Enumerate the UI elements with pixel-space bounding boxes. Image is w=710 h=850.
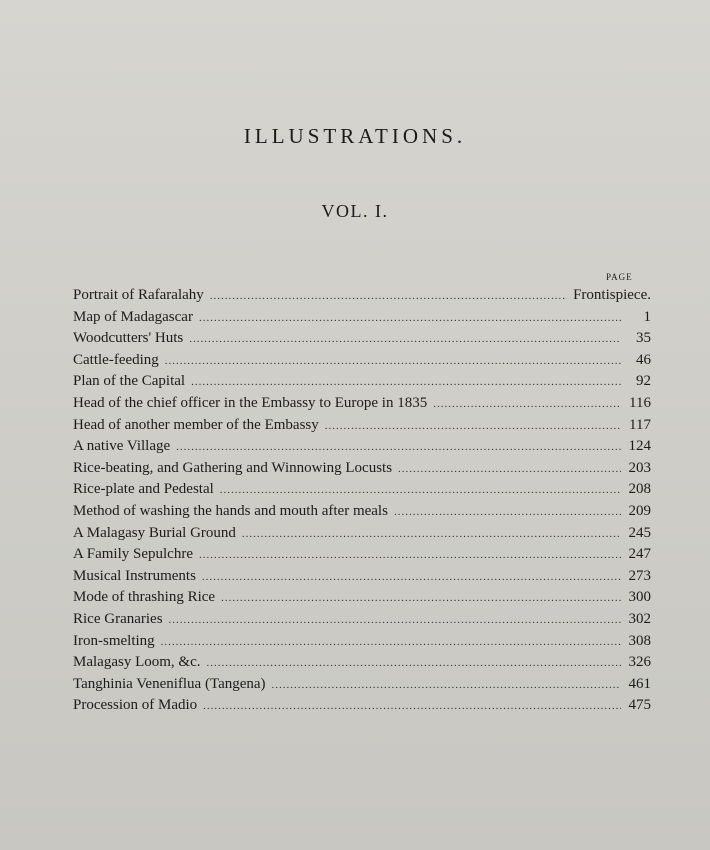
- list-item: [73, 611, 651, 633]
- list-item: [73, 654, 651, 676]
- leader-dots: [272, 679, 621, 691]
- entry-page: 245: [628, 524, 651, 541]
- list-item: [73, 633, 651, 655]
- leader-dots: [169, 614, 621, 626]
- entry-title: A Malagasy Burial Ground: [73, 524, 236, 541]
- entry-title: Procession of Madio: [73, 697, 198, 714]
- leader-dots: [242, 528, 621, 540]
- entry-title: Cattle-feeding: [73, 351, 159, 368]
- leader-dots: [325, 420, 621, 432]
- entry-page: 308: [628, 632, 651, 649]
- volume-heading: VOL. I.: [321, 201, 389, 221]
- list-item: [73, 525, 651, 547]
- leader-dots: [220, 484, 621, 496]
- entry-page: 46: [636, 351, 651, 368]
- leader-dots: [189, 333, 621, 345]
- entry-title: Malagasy Loom, &c.: [73, 654, 201, 671]
- entry-title: Mode of thrashing Rice: [73, 589, 216, 606]
- entry-title: A Family Sepulchre: [73, 546, 193, 563]
- entry-page: 124: [628, 438, 651, 455]
- entry-title: Method of washing the hands and mouth after meals: [73, 502, 388, 519]
- entry-page: 300: [628, 589, 651, 606]
- list-item: [73, 589, 651, 611]
- entry-page: 209: [628, 502, 651, 519]
- leader-dots: [176, 441, 621, 453]
- list-item: [73, 330, 651, 352]
- entry-title: Head of another member of the Embassy: [73, 416, 319, 433]
- entry-title: Musical Instruments: [73, 567, 196, 584]
- entry-page: Frontispiece.: [573, 287, 651, 303]
- entry-title: Iron-smelting: [73, 632, 155, 649]
- entry-title: Rice-beating, and Gathering and Winnowing Locusts: [73, 459, 393, 476]
- leader-dots: [206, 657, 621, 669]
- entry-page: 116: [629, 394, 651, 411]
- list-item: [73, 373, 651, 395]
- entry-title: Plan of the Capital: [73, 373, 186, 390]
- entry-page: 302: [628, 610, 651, 627]
- leader-dots: [433, 398, 621, 410]
- entry-title: Rice Granaries: [73, 610, 163, 627]
- entry-page: 208: [628, 481, 651, 498]
- entry-title: Tanghinia Veneniflua (Tangena): [73, 675, 266, 692]
- list-item: [73, 438, 651, 460]
- page-title: ILLUSTRATIONS.: [243, 124, 467, 148]
- entry-title: Portrait of Rafaralahy: [73, 287, 204, 303]
- page-column-label: PAGE: [606, 272, 633, 282]
- list-item: [73, 460, 651, 482]
- leader-dots: [161, 636, 621, 648]
- leader-dots: [394, 506, 621, 518]
- leader-dots: [398, 463, 621, 475]
- entry-page: 35: [636, 330, 651, 347]
- entry-page: 475: [628, 697, 651, 714]
- list-item: [73, 309, 651, 331]
- entry-title: Head of the chief officer in the Embassy to Europe in 1835: [73, 394, 428, 411]
- leader-dots: [199, 549, 621, 561]
- list-item: [73, 503, 651, 525]
- leader-dots: [191, 376, 621, 388]
- list-item: [73, 697, 651, 719]
- entry-page: 273: [628, 567, 651, 584]
- entry-title: A native Village: [73, 438, 171, 455]
- entry-page: 326: [628, 654, 651, 671]
- entry-title: Woodcutters' Huts: [73, 330, 184, 347]
- list-item: [73, 546, 651, 568]
- list-item: [73, 395, 651, 417]
- leader-dots: [202, 571, 621, 583]
- list-item: [73, 352, 651, 374]
- list-item: [73, 676, 651, 698]
- entry-title: Map of Madagascar: [73, 308, 193, 325]
- list-item: [73, 417, 651, 439]
- entry-page: 461: [628, 675, 651, 692]
- leader-dots: [221, 592, 621, 604]
- leader-dots: [199, 312, 621, 324]
- illustrations-list: [73, 287, 651, 719]
- entry-page: 92: [636, 373, 651, 390]
- leader-dots: [165, 355, 621, 367]
- list-item: [73, 287, 651, 309]
- entry-page: 1: [643, 308, 651, 325]
- list-item: [73, 568, 651, 590]
- entry-title: Rice-plate and Pedestal: [73, 481, 214, 498]
- leader-dots: [210, 290, 567, 302]
- entry-page: 203: [628, 459, 651, 476]
- list-item: [73, 481, 651, 503]
- entry-page: 117: [629, 416, 651, 433]
- entry-page: 247: [628, 546, 651, 563]
- leader-dots: [203, 700, 621, 712]
